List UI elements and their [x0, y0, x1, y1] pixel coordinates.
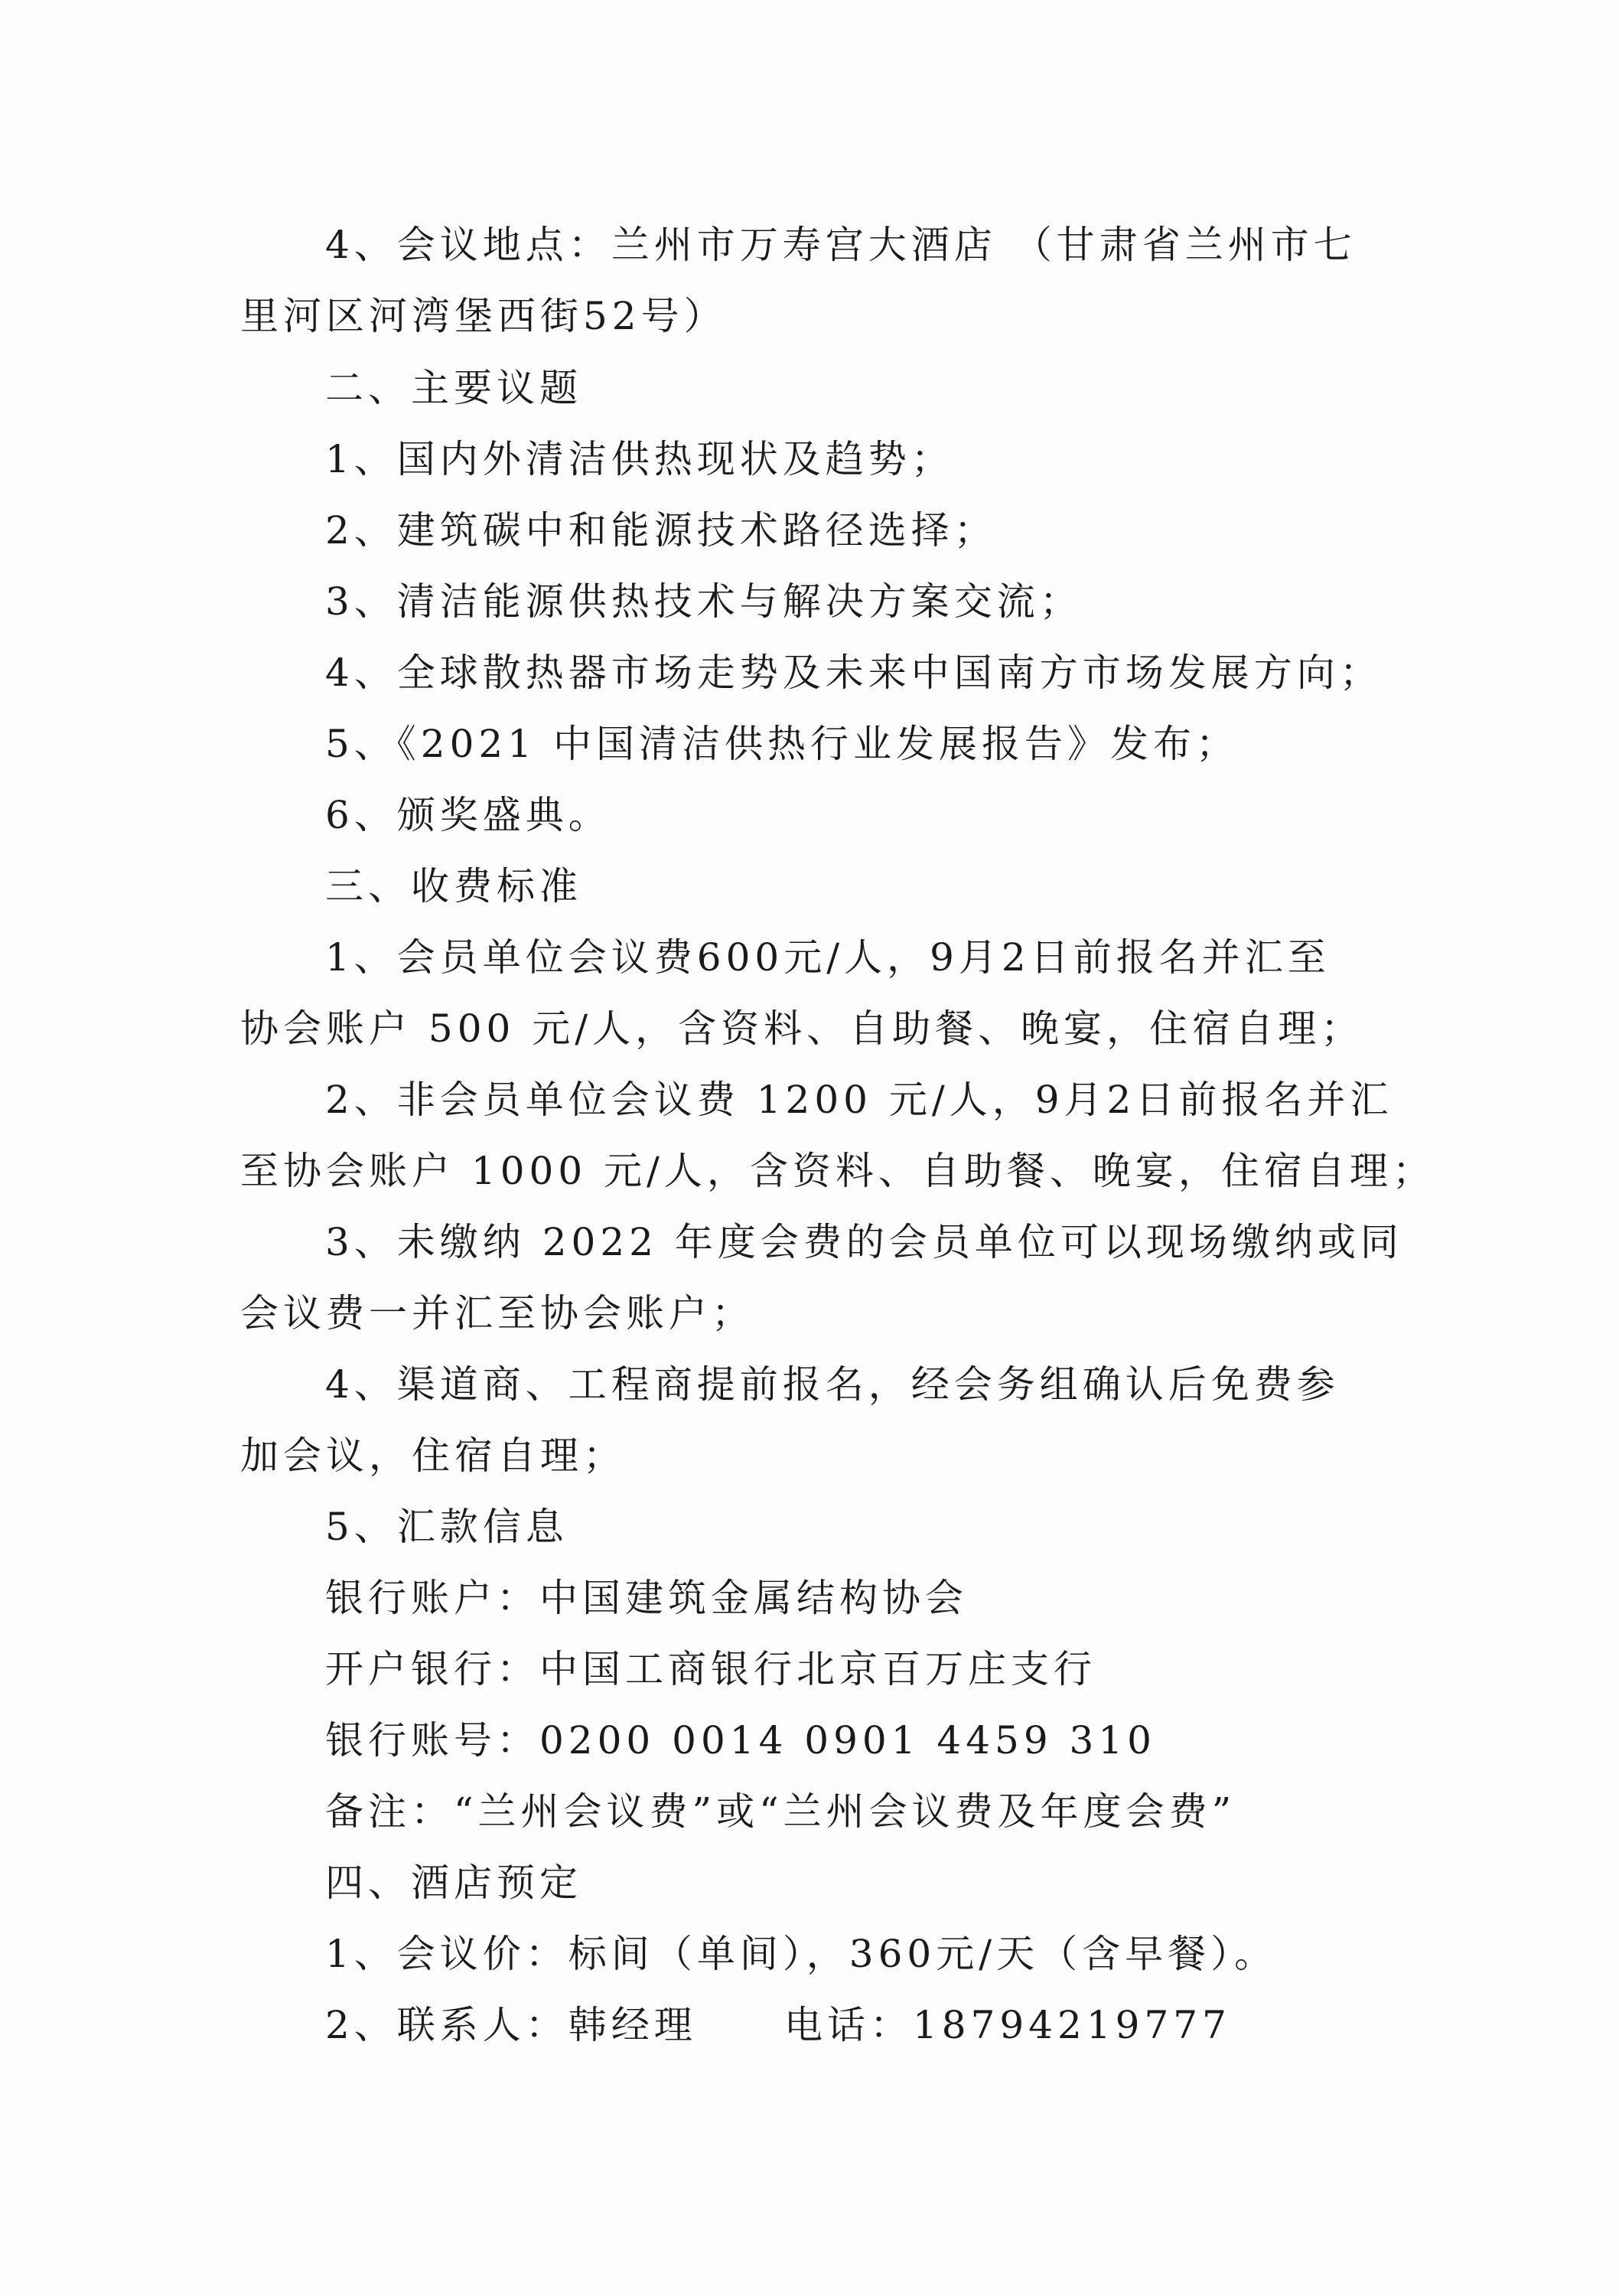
venue-line-1: 4、会议地点：兰州市万寿宫大酒店 （甘肃省兰州市七	[325, 223, 1357, 267]
fee-item-2-line-2: 至协会账户 1000 元/人，含资料、自助餐、晚宴，住宿自理；	[240, 1149, 1435, 1193]
section-heading-topics: 二、主要议题	[325, 366, 582, 410]
hotel-price: 1、会议价：标间（单间），360元/天（含早餐）。	[325, 1932, 1278, 1976]
hotel-contact-phone: 电话：18794219777	[784, 2003, 1231, 2047]
fee-item-4-line-2: 加会议，住宿自理；	[240, 1433, 626, 1478]
fee-item-3-line-2: 会议费一并汇至协会账户；	[240, 1291, 754, 1336]
remittance-heading: 5、汇款信息	[325, 1505, 568, 1549]
section-heading-fees: 三、收费标准	[325, 864, 582, 908]
bank-name: 开户银行：中国工商银行北京百万庄支行	[325, 1647, 1096, 1691]
topic-item-1: 1、国内外清洁供热现状及趋势；	[325, 437, 954, 481]
bank-account-number: 银行账号：0200 0014 0901 4459 310	[325, 1718, 1156, 1763]
section-heading-hotel: 四、酒店预定	[325, 1861, 582, 1905]
fee-item-4-line-1: 4、渠道商、工程商提前报名，经会务组确认后免费参	[325, 1362, 1340, 1407]
topic-item-5: 5、《2021 中国清洁供热行业发展报告》发布；	[325, 722, 1239, 766]
fee-item-1-line-1: 1、会员单位会议费600元/人，9月2日前报名并汇至	[325, 935, 1331, 980]
topic-item-6: 6、颁奖盛典。	[325, 793, 611, 837]
fee-item-3-line-1: 3、未缴纳 2022 年度会费的会员单位可以现场缴纳或同	[325, 1220, 1403, 1264]
fee-item-2-line-1: 2、非会员单位会议费 1200 元/人，9月2日前报名并汇	[325, 1078, 1393, 1122]
bank-account-name: 银行账户：中国建筑金属结构协会	[325, 1576, 968, 1620]
fee-item-1-line-2: 协会账户 500 元/人，含资料、自助餐、晚宴，住宿自理；	[240, 1006, 1364, 1051]
topic-item-4: 4、全球散热器市场走势及未来中国南方市场发展方向；	[325, 651, 1383, 695]
venue-line-2: 里河区河湾堡西街52号）	[240, 294, 727, 338]
remittance-remark: 备注：“兰州会议费”或“兰州会议费及年度会费”	[325, 1789, 1236, 1834]
topic-item-3: 3、清洁能源供热技术与解决方案交流；	[325, 579, 1083, 624]
hotel-contact-person: 2、联系人：韩经理	[325, 2003, 697, 2047]
topic-item-2: 2、建筑碳中和能源技术路径选择；	[325, 508, 997, 553]
